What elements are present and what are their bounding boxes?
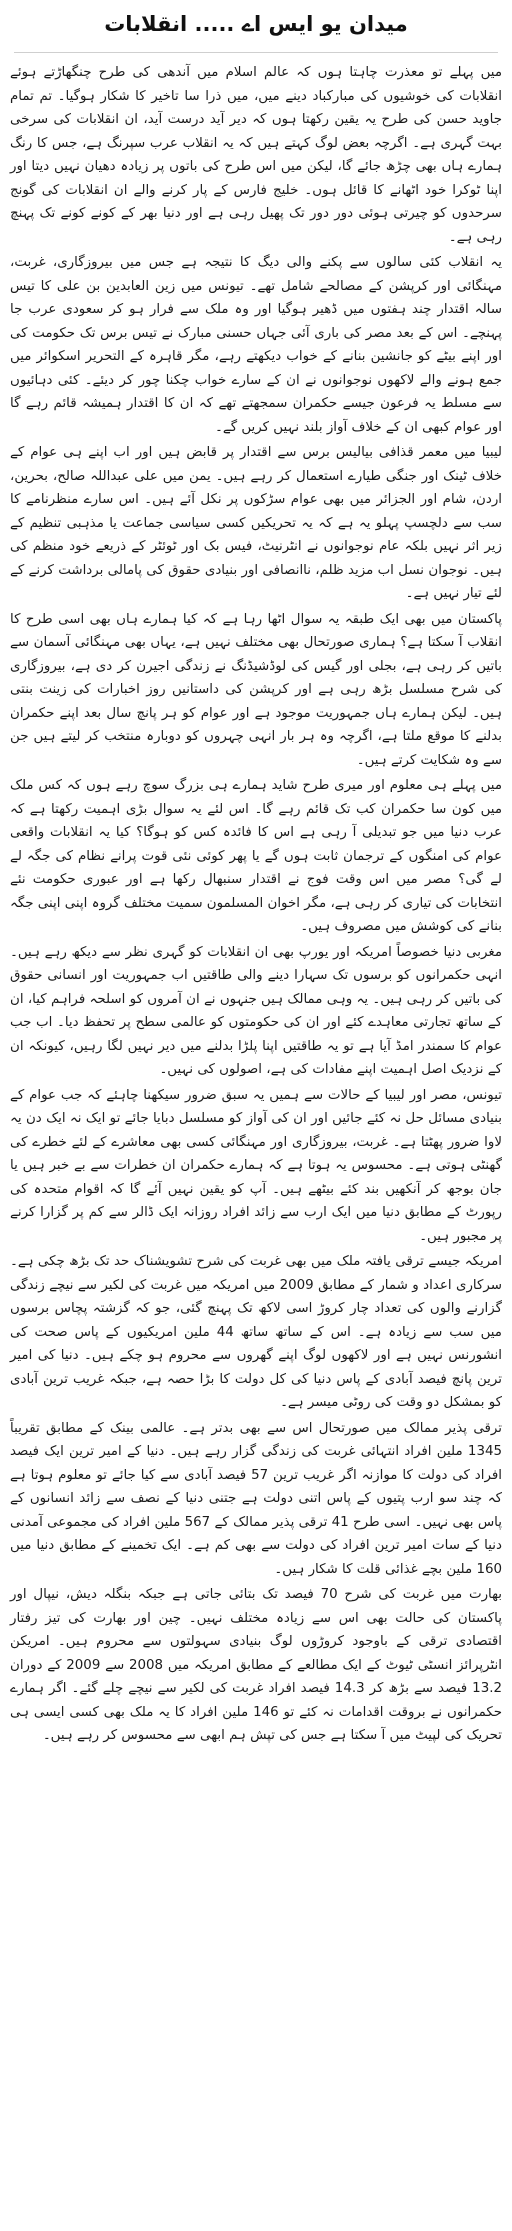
article-paragraph-8: امریکہ جیسے ترقی یافتہ ملک میں بھی غربت کی شرح تشویشناک حد تک بڑھ چکی ہے۔ سرکاری اعداد و شمار کے مطابق 2009 میں امریکہ میں غربت کی لکیر سے نیچے زندگی گزارنے والوں کی تعداد چار کروڑ اسی لاکھ تک پہنچ گئی، جو کہ گزشتہ پچاس برسوں میں سب سے زیادہ ہے۔ اس کے ساتھ ساتھ 44 ملین امریکیوں کے پاس صحت کی انشورنس نہیں ہے اور لاکھوں لوگ اپنے گھروں سے محروم ہو چکے ہیں۔ دنیا کی امیر ترین پانچ فیصد آبادی کے پاس دنیا کی کل دولت کا بڑا حصہ ہے، جبکہ غریب ترین آبادی کو بمشکل دو وقت کی روٹی میسر ہے۔ (10, 1254, 502, 1410)
headline-divider (14, 52, 498, 53)
article-paragraph-9: ترقی پذیر ممالک میں صورتحال اس سے بھی بدتر ہے۔ عالمی بینک کے مطابق تقریباً 1345 ملین افراد انتہائی غربت کی زندگی گزار رہے ہیں۔ دنیا کے امیر ترین ایک فیصد افراد کی دولت کا موازنہ اگر غریب ترین 57 فیصد آبادی سے کیا جائے تو معلوم ہوتا ہے کہ چند سو ارب پتیوں کے پاس اتنی دولت ہے جتنی دنیا کے نصف سے زائد انسانوں کے پاس بھی نہیں۔ اسی طرح 41 ترقی پذیر ممالک کے 567 ملین افراد کی مجموعی آمدنی دنیا کے سات امیر ترین افراد کی دولت سے بھی کم ہے۔ ایک تخمینے کے مطابق دنیا میں 160 ملین بچے غذائی قلت کا شکار ہیں۔ (10, 1420, 502, 1577)
article-paragraph-1: میں پہلے تو معذرت چاہتا ہوں کہ عالم اسلام میں آندھی کی طرح چنگھاڑتے ہوئے انقلابات کی خوشیوں کی مبارکباد دینے میں، میں ذرا سا تاخیر کا شکار ہوگیا۔ تم تمام جاوید حسن کی طرح یہ یقین رکھتا ہوں کہ دیر آید درست آید، ان انقلابات کی سرخی بہت گہری ہے۔ اگرچہ بعض لوگ کہتے ہیں کہ یہ انقلاب عرب سپرنگ ہے، جس کا رنگ ہمارے ہاں بھی چڑھ جائے گا، لیکن میں اس طرح کی باتوں پر زیادہ دھیان نہیں دیتا اور اپنا ٹوکرا خود اٹھانے کا قائل ہوں۔ خلیج فارس کے پار کرنے والے ان انقلابات کی گونج سرحدوں کو چیرتی ہوئی دور دور تک پھیل رہی ہے اور دنیا بھر کے کونے کونے تک پہنچ رہی ہے۔ (10, 65, 502, 245)
article-paragraph-2: یہ انقلاب کئی سالوں سے پکنے والی دیگ کا نتیجہ ہے جس میں بیروزگاری، غربت، مہنگائی اور کرپشن کے مصالحے شامل تھے۔ تیونس میں زین العابدین بن علی کا تیس سالہ اقتدار چند ہفتوں میں ڈھیر ہوگیا اور وہ ملک سے فرار ہو کر سعودی عرب جا پہنچے۔ اس کے بعد مصر کی باری آئی جہاں حسنی مبارک نے تیس برس تک حکومت کی اور اپنے بیٹے کو جانشین بنانے کے خواب دیکھتے رہے، مگر قاہرہ کے التحریر اسکوائر میں جمع ہونے والے لاکھوں نوجوانوں نے ان کے سارے خواب چکنا چور کر دیئے۔ کئی دہائیوں سے مسلط یہ فرعون جیسے حکمران سمجھتے تھے کہ ان کا اقتدار ہمیشہ قائم رہے گا اور عوام کبھی ان کے خلاف آواز بلند نہیں کریں گے۔ (10, 255, 502, 435)
article-paragraph-7: تیونس، مصر اور لیبیا کے حالات سے ہمیں یہ سبق ضرور سیکھنا چاہئے کہ جب عوام کے بنیادی مسائل حل نہ کئے جائیں اور ان کی آواز کو مسلسل دبایا جائے تو ایک نہ ایک دن یہ لاوا ضرور پھٹتا ہے۔ غربت، بیروزگاری اور مہنگائی کسی بھی معاشرے کے لئے خطرے کی گھنٹی ہوتی ہے۔ محسوس یہ ہوتا ہے کہ ہمارے حکمران ان خطرات سے بے خبر ہیں یا جان بوجھ کر آنکھیں بند کئے بیٹھے ہیں۔ آپ کو یقین نہیں آئے گا کہ اقوام متحدہ کی رپورٹ کے مطابق دنیا میں ایک ارب سے زائد افراد روزانہ ایک ڈالر سے کم پر گزارا کرنے پر مجبور ہیں۔ (10, 1087, 502, 1244)
article-paragraph-10: بھارت میں غربت کی شرح 70 فیصد تک بتائی جاتی ہے جبکہ بنگلہ دیش، نیپال اور پاکستان کی حالت بھی اس سے زیادہ مختلف نہیں۔ چین اور بھارت کی تیز رفتار اقتصادی ترقی کے باوجود کروڑوں لوگ بنیادی سہولتوں سے محروم ہیں۔ امریکن انٹرپرائز انسٹی ٹیوٹ کے ایک مطالعے کے مطابق امریکہ میں 2008 سے 2009 کے دوران 13.2 فیصد سے بڑھ کر 14.3 فیصد افراد غربت کی لکیر سے نیچے چلے گئے۔ اگر ہمارے حکمرانوں نے بروقت اقدامات نہ کئے تو 146 ملین افراد کا یہ ملک بھی کسی ایسی ہی تحریک کی لپیٹ میں آ سکتا ہے جس کی تپش ہم ابھی سے محسوس کر رہے ہیں۔ (10, 1587, 503, 1743)
article-headline: میدان یو ایس اے ..... انقلابات (104, 12, 408, 36)
article-paragraph-4: پاکستان میں بھی ایک طبقہ یہ سوال اٹھا رہا ہے کہ کیا ہمارے ہاں بھی اسی طرح کا انقلاب آ سکتا ہے؟ ہماری صورتحال بھی مختلف نہیں ہے، یہاں بھی مہنگائی آسمان سے باتیں کر رہی ہے، بجلی اور گیس کی لوڈشیڈنگ نے زندگی اجیرن کر دی ہے، بیروزگاری کی شرح مسلسل بڑھ رہی ہے اور کرپشن کی داستانیں روز اخبارات کی زینت بنتی ہیں۔ لیکن ہمارے ہاں جمہوریت موجود ہے اور عوام کو ہر پانچ سال بعد اپنے حکمران بدلنے کا موقع ملتا ہے، اگرچہ وہ ہر بار انہی چہروں کو دوبارہ منتخب کر لیتے ہیں جن سے وہ شکایت کرتے ہیں۔ (10, 611, 502, 768)
article-paragraph-6: مغربی دنیا خصوصاً امریکہ اور یورپ بھی ان انقلابات کو گہری نظر سے دیکھ رہے ہیں۔ انہی حکمرانوں کو برسوں تک سہارا دینے والی طاقتیں اب جمہوریت اور انسانی حقوق کی باتیں کر رہی ہیں۔ یہ وہی ممالک ہیں جنہوں نے ان آمروں کو اسلحہ فراہم کیا، ان کے ساتھ تجارتی معاہدے کئے اور ان کی حکومتوں کو عالمی سطح پر تحفظ دیا۔ اب جب عوام کا سمندر امڈ آیا ہے تو یہ طاقتیں اپنا پلڑا بدلنے میں دیر نہیں لگا رہیں، کیونکہ ان کے نزدیک اصل اہمیت اپنے مفادات کی ہے، اصولوں کی نہیں۔ (10, 944, 502, 1077)
article-paragraph-5: میں پہلے ہی معلوم اور میری طرح شاید ہمارے ہی بزرگ سوچ رہے ہوں کہ کس ملک میں کون سا حکمران کب تک قائم رہے گا۔ اس لئے یہ سوال بڑی اہمیت رکھتا ہے کہ عرب دنیا میں جو تبدیلی آ رہی ہے اس کا فائدہ کس کو ہوگا؟ کیا یہ انقلابات واقعی عوام کی امنگوں کے ترجمان ثابت ہوں گے یا پھر کوئی نئی قوت پرانے نظام کی جگہ لے لے گی؟ مصر میں اس وقت فوج نے اقتدار سنبھال رکھا ہے اور عبوری حکومت نئے انتخابات کی تیاری کر رہی ہے، مگر اخوان المسلمون سمیت مختلف گروہ اپنی اپنی جگہ بنانے کی کوشش میں مصروف ہیں۔ (10, 778, 502, 934)
article-body (10, 61, 502, 1748)
article-paragraph-3: لیبیا میں معمر قذافی بیالیس برس سے اقتدار پر قابض ہیں اور اب اپنے ہی عوام کے خلاف ٹینک اور جنگی طیارے استعمال کر رہے ہیں۔ یمن میں علی عبداللہ صالح، بحرین، اردن، شام اور الجزائر میں بھی عوام سڑکوں پر نکل آئے ہیں۔ اس سارے منظرنامے کا سب سے دلچسپ پہلو یہ ہے کہ یہ تحریکیں کسی سیاسی جماعت یا مذہبی تنظیم کے زیر اثر نہیں بلکہ عام نوجوانوں نے انٹرنیٹ، فیس بک اور ٹوئٹر کے ذریعے خود منظم کی ہیں۔ نوجوان نسل اب مزید ظلم، ناانصافی اور بنیادی حقوق کی پامالی برداشت کرنے کے لئے تیار نہیں ہے۔ (10, 445, 502, 601)
